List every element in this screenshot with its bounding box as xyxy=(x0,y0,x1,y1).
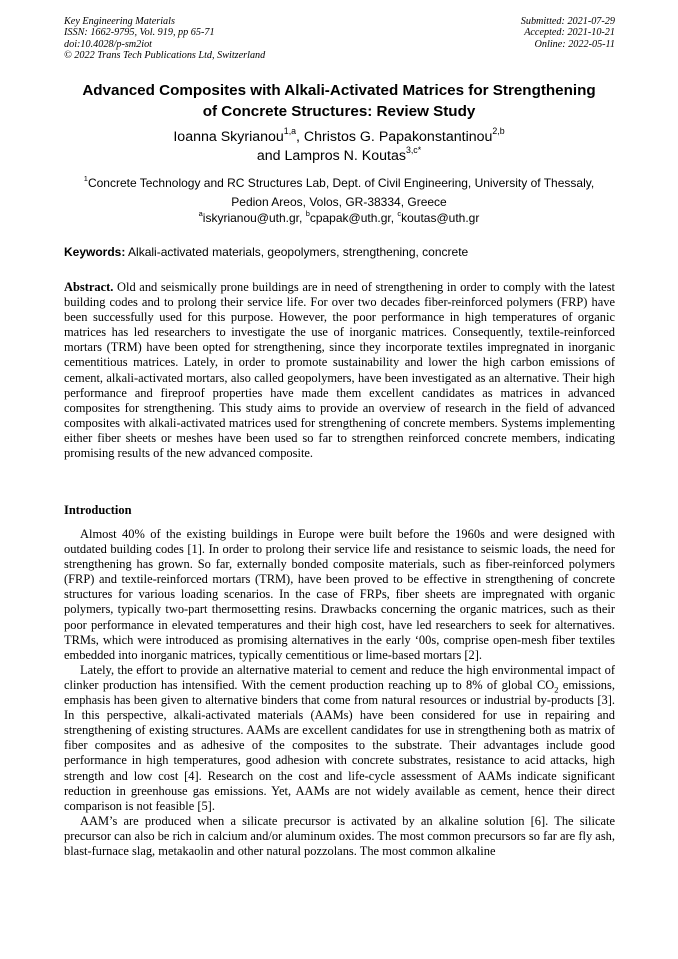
authors-line-1 xyxy=(48,128,630,147)
author-3-name: Lampros N. Koutas xyxy=(284,147,406,164)
author-list xyxy=(48,128,630,165)
title-line-2: of Concrete Structures: Review Study xyxy=(202,103,476,120)
issn-info: ISSN: 1662-9795, Vol. 919, pp 65-71 xyxy=(64,27,215,39)
affiliation-sup: 1 xyxy=(83,174,88,184)
doi-link[interactable]: doi:10.4028/p-sm2iot xyxy=(64,38,153,50)
email-a-sup: a xyxy=(198,209,203,219)
keywords-label: Keywords: xyxy=(64,245,126,259)
paper-title xyxy=(48,80,630,122)
intro-paragraph-1: Almost 40% of the existing buildings in Europe were built before the 1960s and were designed with outdated building codes [1]. In order to prolong their service life and resistance to seismic loads, the need for strengthening has grown. So far, externally bonded composite materials, such as fiber-reinforced polymers (FRP) and textile-reinforced mortars (TRM), have been proved to be effective in strengthening of concrete structures for various loading scenarios. In the case of FRPs, fiber sheets are impregnated with organic polymers, typically two-part thermosetting resins. Drawbacks concerning the organic matrices, such as their poor performance in elevated temperatures and their high cost, have led researchers to seek for alternatives. TRMs, which were introduced as promising alternatives in the early ‘00s, comprise open-mesh fiber textiles embedded into inorganic matrices, typically cementitious or lime-based mortars [2]. xyxy=(64,527,615,662)
email-b-sup: b xyxy=(305,209,310,219)
copyright-notice: © 2022 Trans Tech Publications Ltd, Switzerland xyxy=(64,50,266,62)
author-emails xyxy=(58,210,620,226)
author-3-sup: 3,c* xyxy=(405,144,422,155)
affiliation xyxy=(58,174,620,211)
author-2-sup: 2,b xyxy=(492,126,505,137)
intro-paragraph-3: AAM’s are produced when a silicate precursor is activated by an alkaline solution [6]. The silicate precursor can also be rich in calcium and/or aluminum oxides. The most common precursors so far are fly ash, blast-furnace slag, metakaolin and other natural pozzolans. The most common alkaline xyxy=(64,813,615,858)
abstract-text: Old and seismically prone buildings are in need of strengthening in order to comply with the latest building codes and to prolong their service life. For over two decades fiber-reinforced polymers (FRP) have been successfully used for this purpose. However, the poor performance in high temperatures of organic matrices has led researchers to investigate the use of inorganic matrices. Consequently, textile-reinforced mortars (TRM) have been opted for strengthening, since they incorporate textiles impregnated in inorganic cementitious matrices. Lately, in order to promote sustainability and lower the high carbon emissions of cement, alkali-activated mortars, also called geopolymers, have been investigated as an alternative. Their high performance and fireproof properties have made them excellent candidates as matrices in advanced composites for strengthening. This study aims to provide an overview of research in the field of advanced composites with alkali-activated matrices used for strengthening of concrete members. Systems implementing either fiber sheets or meshes have been used so far to strengthen reinforced concrete members, indicating promising results of the new advanced composite. xyxy=(64,280,615,461)
abstract xyxy=(64,280,615,461)
author-1-name: Ioanna Skyrianou xyxy=(173,129,284,145)
author-2-name: Christos G. Papakonstantinou xyxy=(303,129,493,145)
online-date: Online: 2022-05-11 xyxy=(534,38,615,50)
keywords xyxy=(64,244,615,260)
author-separator: , xyxy=(296,129,304,145)
email-a[interactable]: iskyrianou@uth.gr, xyxy=(202,211,306,225)
affiliation-text-1: Concrete Technology and RC Structures Lab, Dept. of Civil Engineering, University of Thessaly, xyxy=(87,176,595,190)
affiliation-line-2: Pedion Areos, Volos, GR-38334, Greece xyxy=(231,194,447,209)
co2-subscript: 2 xyxy=(554,684,559,695)
keywords-text: Alkali-activated materials, geopolymers, strengthening, concrete xyxy=(125,245,469,259)
title-line-1: Advanced Composites with Alkali-Activated Matrices for Strengthening xyxy=(82,82,596,99)
author-1-sup: 1,a xyxy=(283,126,297,137)
email-c[interactable]: koutas@uth.gr xyxy=(401,211,480,225)
email-c-sup: c xyxy=(397,209,402,219)
introduction-body xyxy=(64,527,615,859)
accepted-date: Accepted: 2021-10-21 xyxy=(524,27,615,39)
abstract-label: Abstract. xyxy=(64,280,114,294)
authors-line-2 xyxy=(48,144,630,166)
affiliation-line-1 xyxy=(58,174,620,193)
email-b[interactable]: cpapak@uth.gr, xyxy=(309,211,398,225)
intro-p2-part-b: emissions, emphasis has been given to alternative binders that come from natural resources or industrial by-products [3]. In this perspective, alkali-activated materials (AAMs) have been considered for use in repairing and strengthening of existing structures. AAMs are excellent candidates for use in strengthening both as matrix of fiber composites and as adhesive of the composites to the substrate. Their advantages include good performance in high temperatures, good adhesion with concrete substrates, resistance to acid attacks, high strength and low cost [4]. Research on the cost and life-cycle assessment of AAMs indicate significant reduction in greenhouse gas emissions. Yet, AAMs are not widely available as cement, hence their direct comparison is not feasible [5]. xyxy=(64,677,615,813)
introduction-heading: Introduction xyxy=(64,503,132,517)
header-right xyxy=(521,16,615,50)
header-left xyxy=(64,16,265,62)
journal-name: Key Engineering Materials xyxy=(64,16,175,27)
intro-p2-part-a: Lately, the effort to provide an alternative material to cement and reduce the high environmental impact of clinker production has intensified. With the cement production reaching up to 8% of global CO xyxy=(64,662,615,692)
submitted-date: Submitted: 2021-07-29 xyxy=(520,16,615,27)
author-and: and xyxy=(256,147,285,164)
intro-paragraph-2 xyxy=(64,663,615,814)
